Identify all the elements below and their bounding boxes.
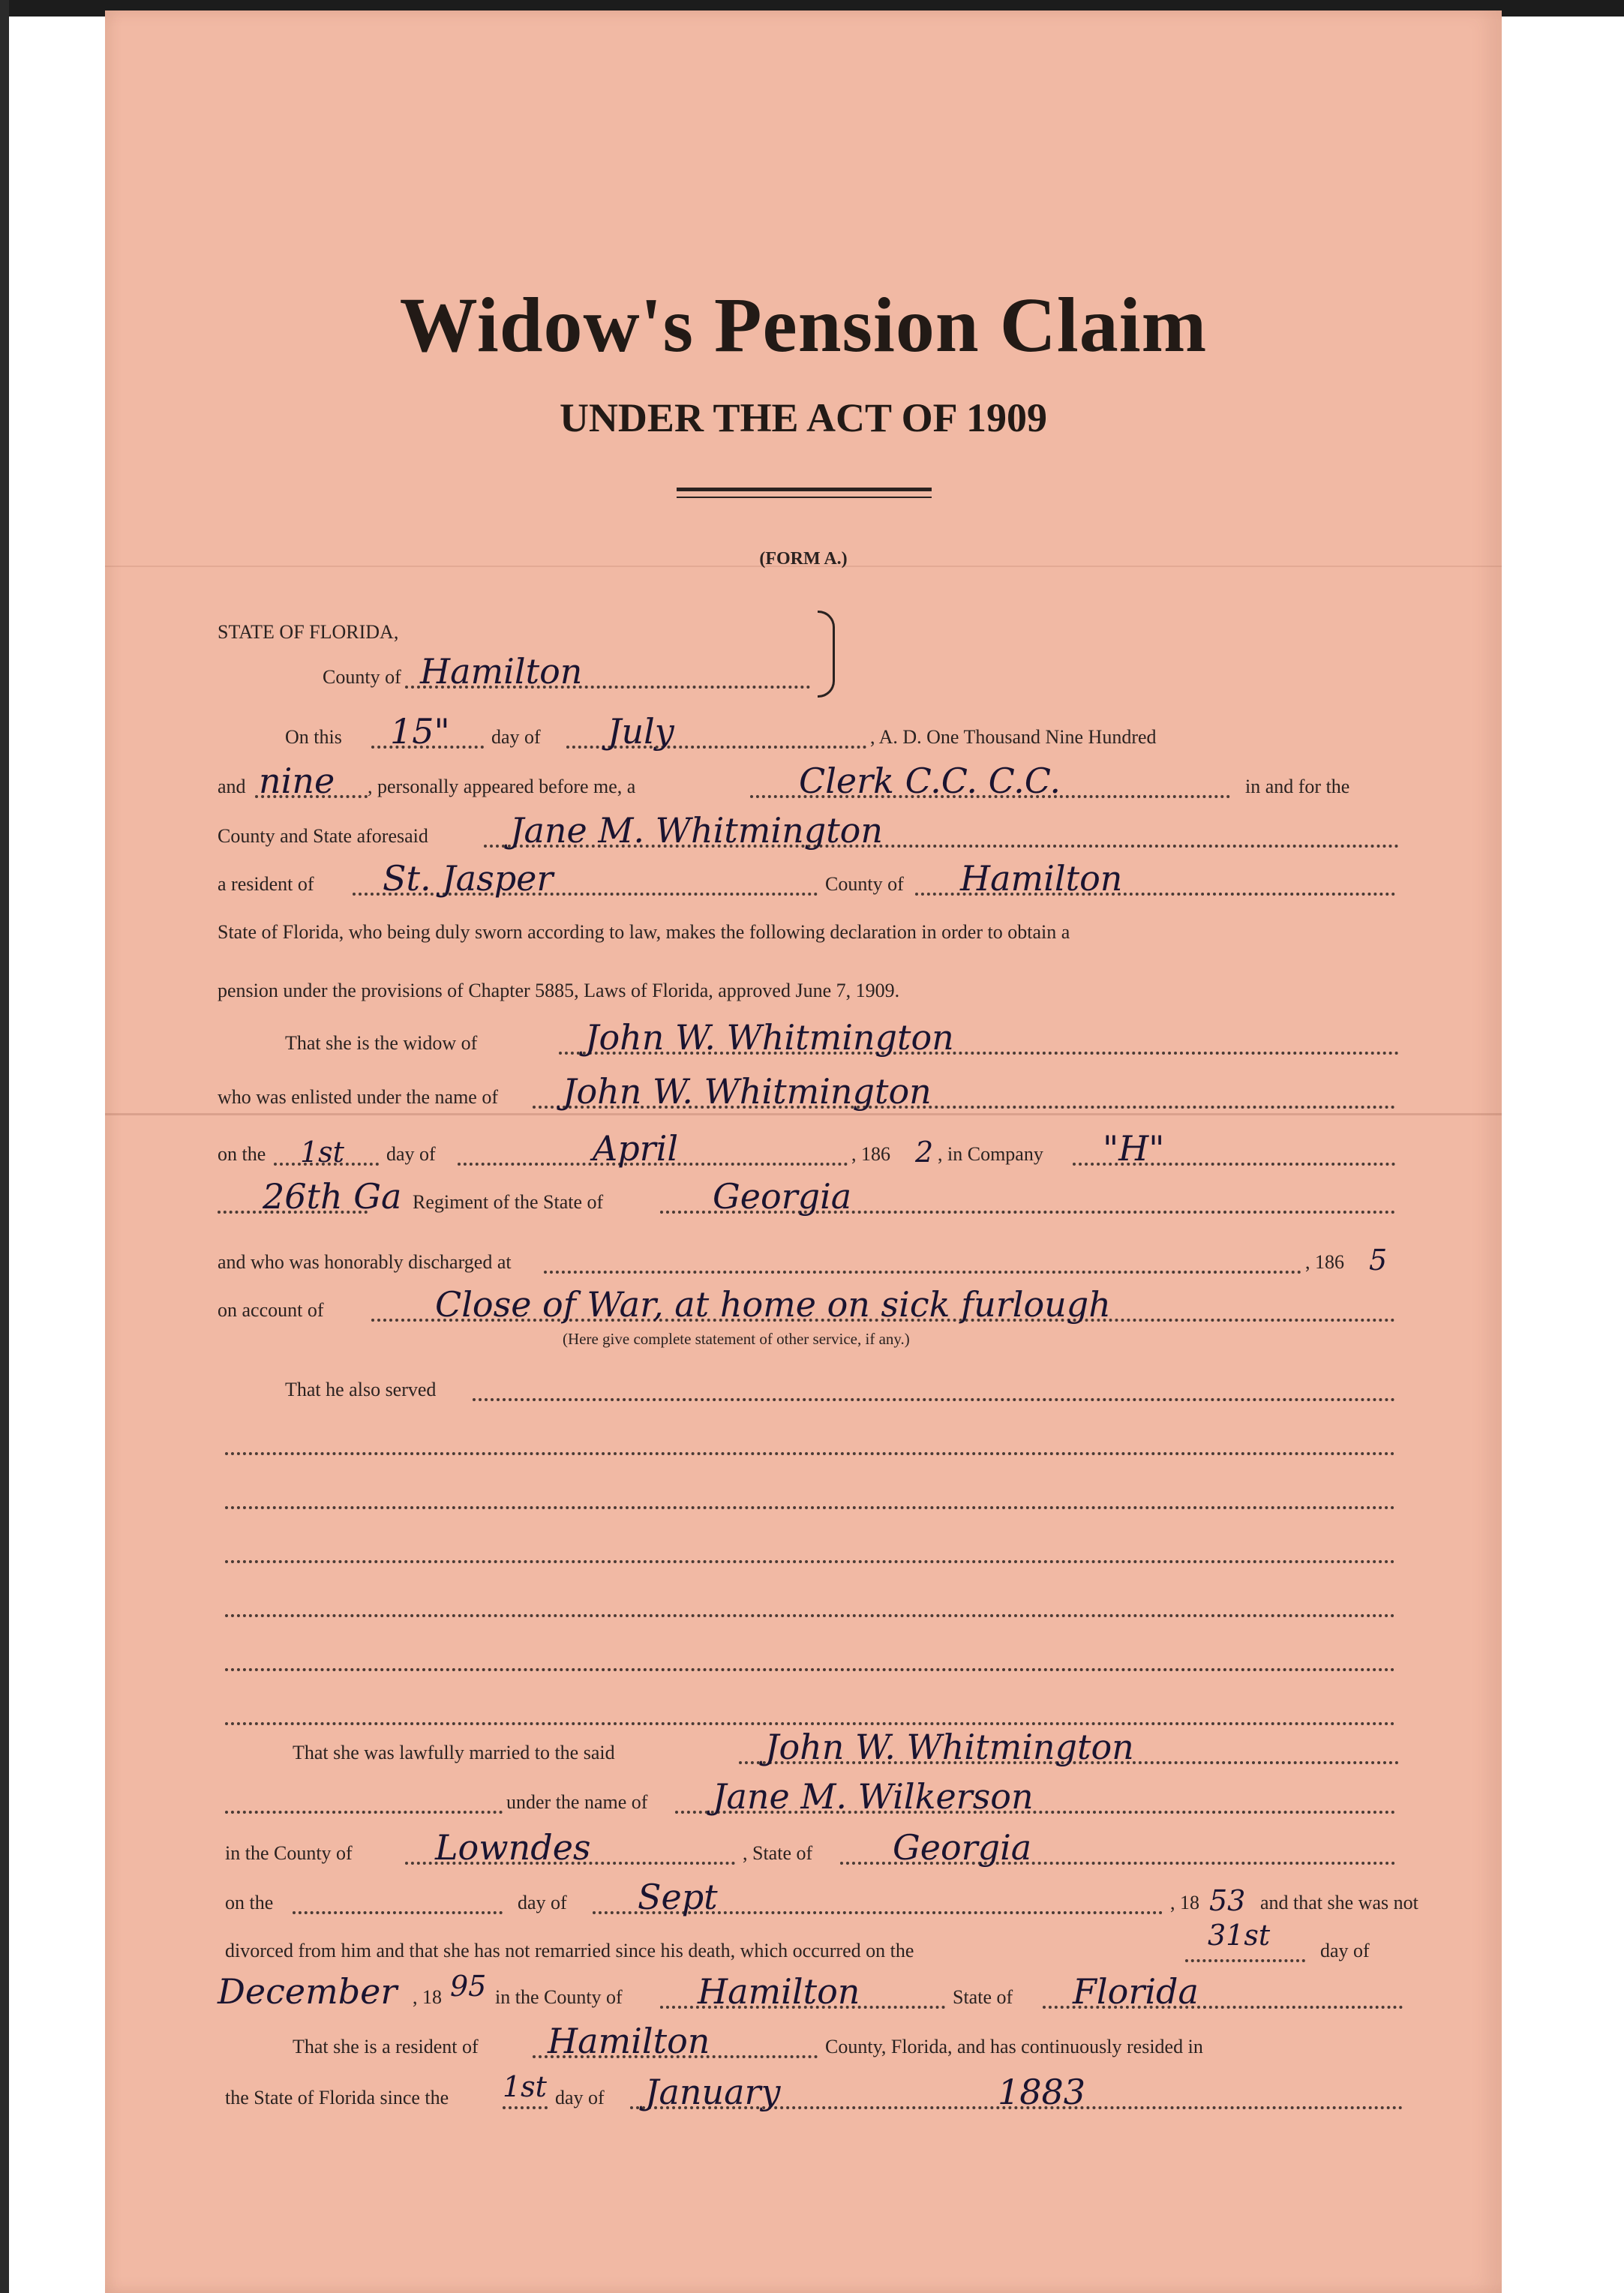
year-label: , 18 <box>1170 1892 1199 1913</box>
discharge-year-value: 5 <box>1369 1244 1388 1277</box>
county-brace <box>818 611 835 698</box>
on-account-label: on account of <box>218 1299 324 1321</box>
blank-field <box>225 1614 1395 1617</box>
county-of-label: in the County of <box>225 1842 353 1864</box>
marriage-year-value: 53 <box>1209 1884 1246 1917</box>
since-day-value: 1st <box>503 2070 547 2103</box>
maiden-name-value: Jane M. Wilkerson <box>713 1776 1034 1817</box>
resident-county-value: Hamilton <box>548 2021 710 2061</box>
appeared-line <box>218 758 1418 803</box>
state-of-label: State of <box>953 1986 1013 2008</box>
death-day-value: 31st <box>1208 1919 1271 1952</box>
maiden-prefix-field <box>225 1811 503 1814</box>
resident-line <box>218 2018 1418 2063</box>
marriage-month-value: Sept <box>638 1877 718 1917</box>
residence-value: St. Jasper <box>383 858 554 899</box>
regiment-label: Regiment of the State of <box>413 1191 604 1213</box>
discharged-label: and who was honorably discharged at <box>218 1251 512 1273</box>
regiment-value: 26th Ga <box>263 1176 402 1217</box>
discharge-place-field <box>544 1271 1301 1274</box>
married-line <box>218 1724 1418 1769</box>
regiment-line <box>218 1173 1418 1218</box>
provisions-line <box>218 962 1418 1007</box>
enlisted-label: who was enlisted under the name of <box>218 1086 499 1108</box>
on-the-label: on the <box>225 1892 274 1913</box>
resident-of-label: a resident of <box>218 873 314 895</box>
marriage-state-value: Georgia <box>893 1827 1032 1868</box>
also-served-field <box>473 1398 1395 1401</box>
state-label: STATE OF FLORIDA, <box>218 621 399 643</box>
since-month-value: January <box>645 2072 781 2112</box>
blank-line <box>218 1577 1418 1622</box>
day-of-label: day of <box>1320 1940 1370 1961</box>
form-subtitle: UNDER THE ACT OF 1909 <box>559 395 1048 440</box>
death-day-field <box>1185 1959 1305 1962</box>
marriage-day-field <box>293 1911 503 1914</box>
enlisted-line <box>218 1068 1418 1113</box>
account-value: Close of War, at home on sick furlough <box>435 1284 1111 1325</box>
on-this-label: On this <box>285 726 342 748</box>
enlist-month-value: April <box>593 1128 679 1169</box>
enlisted-name-value: John W. Whitmington <box>563 1071 932 1112</box>
declaration-text: State of Florida, who being duly sworn according to law, makes the following declaration in order to obtain a <box>218 921 1070 943</box>
claimant-value: Jane M. Whitmington <box>510 810 883 851</box>
husband-value: John W. Whitmington <box>585 1017 954 1058</box>
year-label: , 186 <box>851 1143 890 1165</box>
blank-field <box>225 1668 1395 1671</box>
provisions-text: pension under the provisions of Chapter 5885, Laws of Florida, approved June 7, 1909. <box>218 980 900 1001</box>
maiden-line <box>218 1773 1418 1818</box>
title-rule <box>677 488 932 491</box>
enlist-year-value: 2 <box>915 1136 934 1169</box>
year-label: , 18 <box>413 1986 442 2008</box>
also-served-label: That he also served <box>285 1379 437 1400</box>
pension-form-page <box>105 11 1502 2293</box>
divorce-line <box>218 1919 1418 1967</box>
death-state-value: Florida <box>1073 1971 1199 2012</box>
county-of-label: County of <box>825 873 904 895</box>
blank-line <box>218 1523 1418 1568</box>
discharge-year-label: , 186 <box>1305 1251 1344 1273</box>
death-county-value: Hamilton <box>698 1971 860 2012</box>
in-and-for-label: in and for the <box>1245 776 1350 797</box>
blank-field <box>225 1506 1395 1509</box>
official-value: Clerk C.C. C.C. <box>799 761 1061 801</box>
blank-field <box>225 1452 1395 1455</box>
under-name-label: under the name of <box>506 1791 648 1813</box>
statement-note: (Here give complete statement of other service, if any.) <box>563 1330 910 1348</box>
married-label: That she was lawfully married to the said <box>293 1742 615 1763</box>
title-rule <box>677 497 932 498</box>
county-florida-label: County, Florida, and has continuously resided in <box>825 2036 1203 2057</box>
enlist-day-value: 1st <box>300 1136 344 1169</box>
state-of-label: , State of <box>743 1842 813 1864</box>
not-divorced-label: and that she was not <box>1260 1892 1418 1913</box>
also-served-line <box>218 1361 1418 1406</box>
day-of-label: day of <box>386 1143 436 1165</box>
day-of-label: day of <box>555 2087 605 2108</box>
marriage-county-value: Lowndes <box>435 1827 591 1868</box>
residence-line <box>218 855 1418 900</box>
blank-line <box>218 1685 1418 1730</box>
aforesaid-label: County and State aforesaid <box>218 825 428 847</box>
marriage-date-line <box>218 1874 1418 1919</box>
regiment-state-value: Georgia <box>713 1176 852 1217</box>
widow-line <box>218 1014 1418 1059</box>
county-value: Hamilton <box>420 651 583 692</box>
company-value: "H" <box>1103 1128 1165 1169</box>
death-year-value: 95 <box>450 1970 487 2003</box>
resident-of-label: That she is a resident of <box>293 2036 479 2057</box>
claimant-line <box>218 807 1418 852</box>
appeared-label: , personally appeared before me, a <box>368 776 636 797</box>
death-line <box>218 1968 1418 2013</box>
divorce-text: divorced from him and that she has not remarried since his death, which occurred on the <box>225 1940 914 1961</box>
marriage-place-line <box>218 1824 1418 1869</box>
enlist-date-line <box>218 1125 1418 1170</box>
ad-label: , A. D. One Thousand Nine Hundred <box>870 726 1157 748</box>
since-line <box>218 2069 1418 2114</box>
year-word-value: nine <box>259 761 335 801</box>
county-label: County of <box>323 666 401 688</box>
blank-line <box>218 1631 1418 1676</box>
residence-county-value: Hamilton <box>960 858 1123 899</box>
paper-fold-line <box>105 1113 1502 1115</box>
since-year-value: 1883 <box>998 2072 1086 2112</box>
scan-left-edge <box>0 0 9 2293</box>
statement-note-line <box>218 1308 1418 1353</box>
on-the-label: on the <box>218 1143 266 1165</box>
and-label: and <box>218 776 246 797</box>
discharge-line <box>218 1233 1418 1278</box>
day-of-label: day of <box>491 726 541 748</box>
date-line <box>218 708 1418 753</box>
month-value: July <box>608 711 674 752</box>
day-value: 15" <box>390 711 450 752</box>
blank-field <box>225 1560 1395 1563</box>
in-county-label: in the County of <box>495 1986 623 2008</box>
death-month-value: December <box>218 1971 398 2012</box>
company-label: , in Company <box>938 1143 1043 1165</box>
widow-of-label: That she is the widow of <box>285 1032 478 1054</box>
form-label: (FORM A.) <box>759 549 848 569</box>
married-to-value: John W. Whitmington <box>765 1727 1134 1767</box>
day-of-label: day of <box>518 1892 567 1913</box>
form-title: Widow's Pension Claim <box>399 282 1208 368</box>
since-label: the State of Florida since the <box>225 2087 449 2108</box>
since-day-field <box>503 2106 548 2109</box>
blank-line <box>218 1415 1418 1460</box>
declaration-line <box>218 903 1418 948</box>
blank-line <box>218 1469 1418 1514</box>
